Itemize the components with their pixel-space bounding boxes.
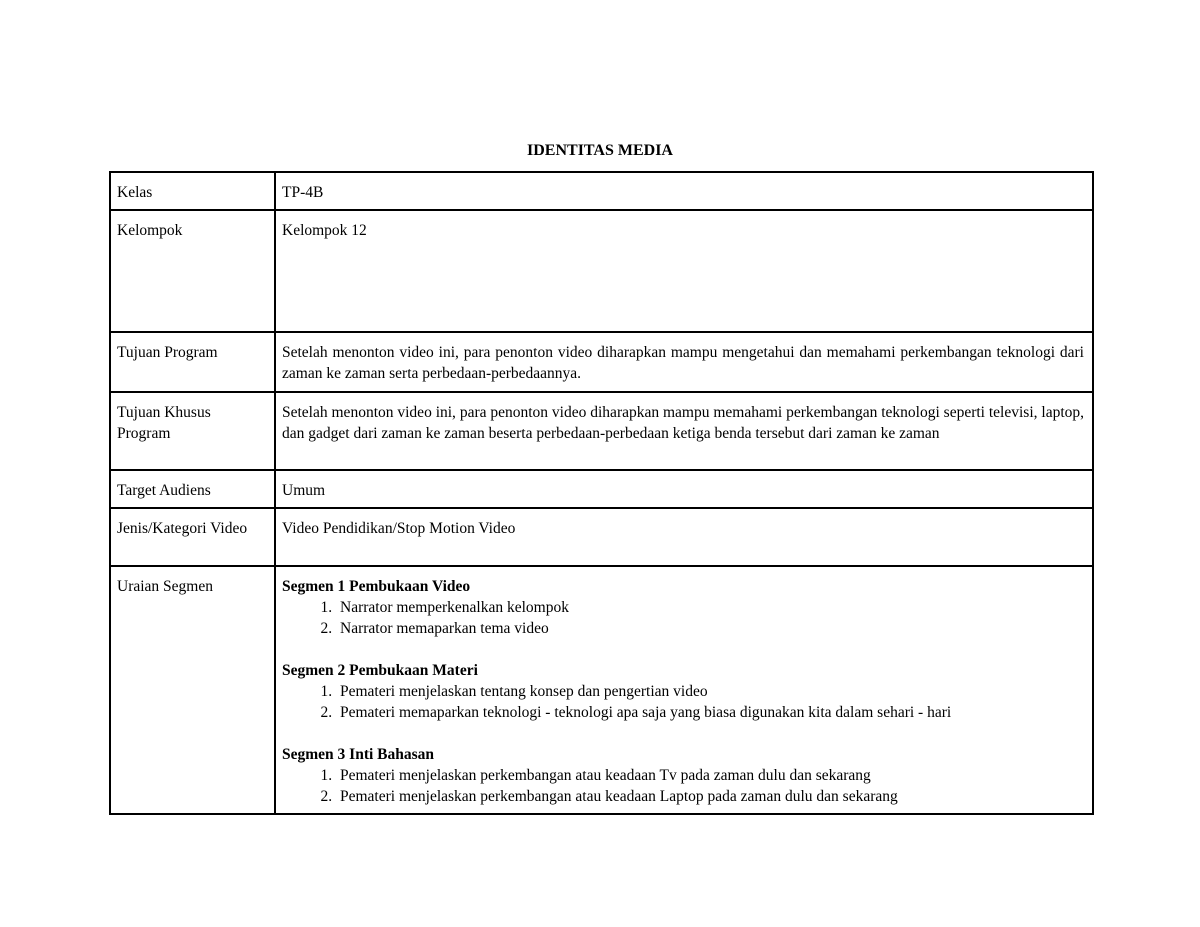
row-value [275,566,1093,814]
table-row-uraian-segmen [110,566,1093,814]
segment-block [282,744,1084,807]
row-value: Setelah menonton video ini, para penonton video diharapkan mampu memahami perkembangan teknologi seperti televisi, laptop, dan gadget dari zaman ke zaman beserta perbedaan-perbedaan ketiga benda tersebut dari zaman ke zaman [275,392,1093,470]
segment-list [282,597,1084,639]
row-label: Kelompok [110,210,275,332]
table-row-target-audiens [110,470,1093,508]
table-row-tujuan-khusus-program [110,392,1093,470]
identity-table [109,171,1094,815]
list-item: 1. Pemateri menjelaskan perkembangan atau keadaan Tv pada zaman dulu dan sekarang [336,765,1084,786]
segment-title: Segmen 1 Pembukaan Video [282,578,471,595]
segment-list [282,681,1084,723]
table-row-tujuan-program [110,332,1093,392]
table-row-jenis-kategori [110,508,1093,566]
table-row-kelompok [110,210,1093,332]
row-value: Setelah menonton video ini, para penonton video diharapkan mampu mengetahui dan memahami perkembangan teknologi dari zaman ke zaman serta perbedaan-perbedaannya. [275,332,1093,392]
list-item: 2. Narrator memaparkan tema video [336,618,1084,639]
segment-title: Segmen 3 Inti Bahasan [282,746,435,763]
segment-block [282,660,1084,723]
row-label: Jenis/Kategori Video [110,508,275,566]
list-item: 2. Pemateri memaparkan teknologi - teknologi apa saja yang biasa digunakan kita dalam sehari - hari [336,702,1084,723]
document-title: IDENTITAS MEDIA [527,142,673,159]
segment-title: Segmen 2 Pembukaan Materi [282,662,478,679]
row-label: Target Audiens [110,470,275,508]
row-value: Video Pendidikan/Stop Motion Video [275,508,1093,566]
row-label: Tujuan Program [110,332,275,392]
list-item: 1. Pemateri menjelaskan tentang konsep dan pengertian video [336,681,1084,702]
segment-list [282,765,1084,807]
row-label: Tujuan Khusus Program [110,392,275,470]
row-value: Umum [275,470,1093,508]
row-value: TP-4B [275,172,1093,210]
list-item: 2. Pemateri menjelaskan perkembangan atau keadaan Laptop pada zaman dulu dan sekarang [336,786,1084,807]
list-item: 1. Narrator memperkenalkan kelompok [336,597,1084,618]
row-label: Uraian Segmen [110,566,275,814]
segment-block [282,576,1084,639]
row-label: Kelas [110,172,275,210]
table-row-kelas [110,172,1093,210]
row-value: Kelompok 12 [275,210,1093,332]
